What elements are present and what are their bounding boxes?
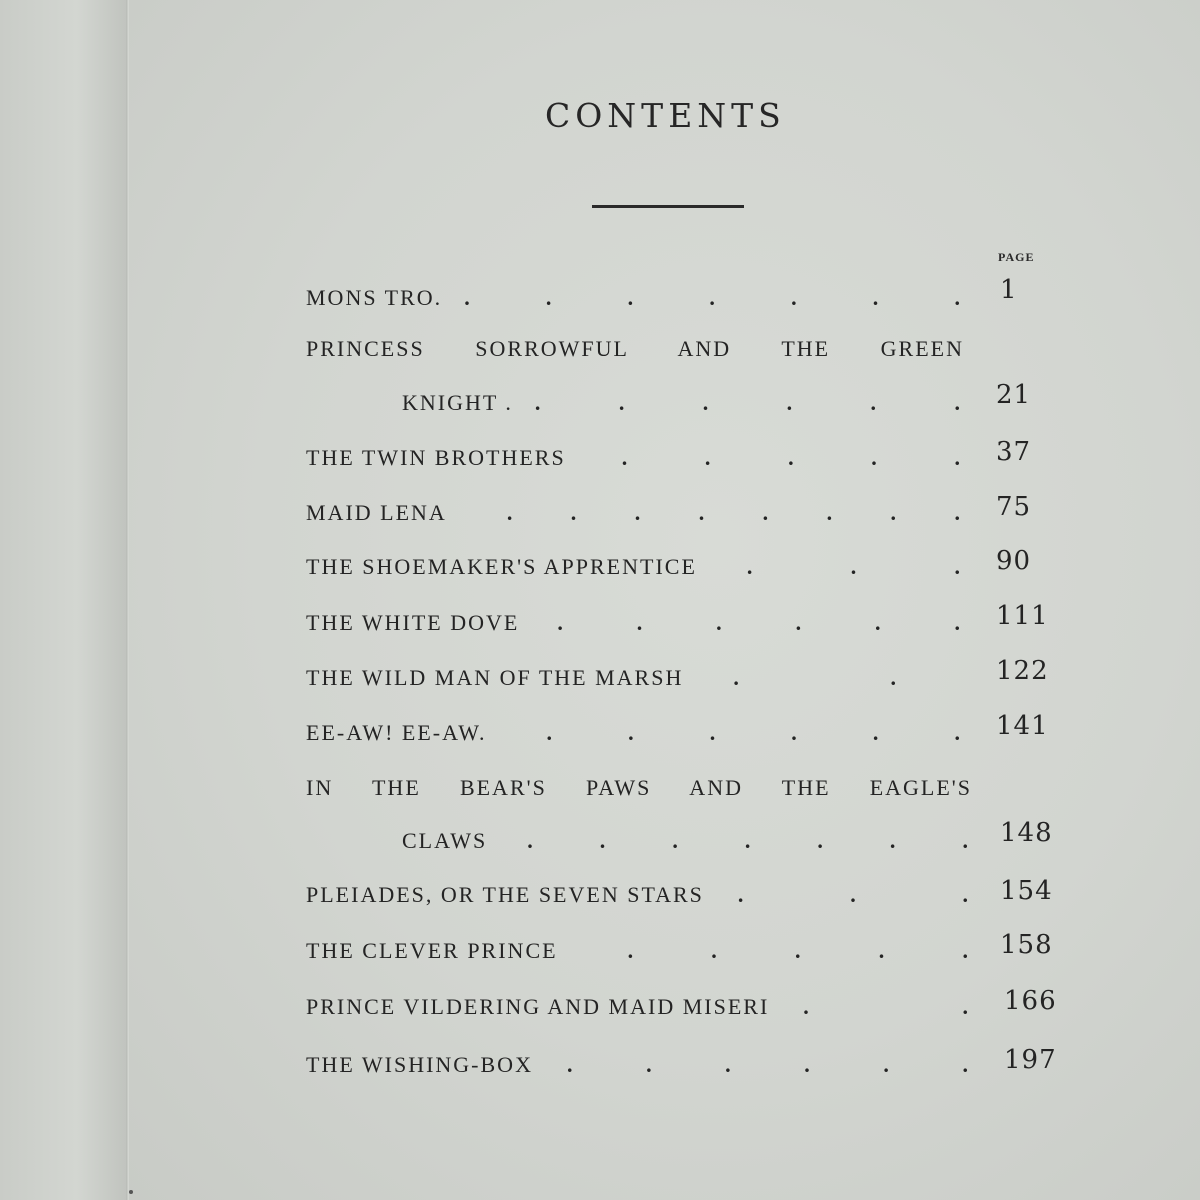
toc-entry-title: CLAWS (402, 828, 488, 853)
toc-entry-page: 21 (996, 380, 1032, 410)
toc-entry-title: THE WISHING-BOX (306, 1052, 533, 1077)
toc-entry-title: PLEIADES, OR THE SEVEN STARS (306, 882, 704, 907)
toc-entry (306, 500, 970, 526)
dot-leaders: . . (803, 994, 968, 1019)
toc-entry (306, 285, 970, 311)
toc-entry (306, 775, 972, 801)
toc-entry (402, 390, 970, 416)
toc-entry-page: 197 (1004, 1045, 1057, 1075)
toc-entry (306, 720, 970, 746)
toc-entry (306, 994, 978, 1020)
toc-entry-page: 37 (996, 437, 1032, 467)
toc-entry (306, 665, 906, 691)
toc-entry-title: KNIGHT . (402, 390, 513, 415)
toc-entry (306, 938, 978, 964)
toc-entry-page: 154 (1000, 876, 1053, 906)
dot-leaders: . . . . . . (546, 720, 960, 745)
book-gutter (0, 0, 128, 1200)
dot-leaders: . . . . . . . . (506, 500, 960, 525)
toc-entry-title: THE WILD MAN OF THE MARSH (306, 665, 684, 690)
toc-entry (306, 882, 978, 908)
toc-entry-page: 166 (1004, 986, 1057, 1016)
toc-entry (306, 1052, 978, 1078)
dot-leaders: . . . . . . . (527, 828, 968, 853)
toc-entry-page: 122 (996, 656, 1049, 686)
toc-entry-page: 111 (996, 601, 1049, 631)
toc-entry-title: THE CLEVER PRINCE (306, 938, 558, 963)
toc-entry-title: THE WHITE DOVE (306, 610, 520, 635)
toc-entry (306, 445, 970, 471)
dot-leaders: . . . . . . (557, 610, 960, 635)
decorative-rule (592, 205, 744, 208)
toc-entry-title: MONS TRO. (306, 285, 443, 310)
dot-leaders: . . . (746, 554, 960, 579)
dot-leaders: . . (733, 665, 896, 690)
paper-speck (129, 1190, 133, 1194)
dot-leaders: . . . . . (621, 445, 960, 470)
toc-entry (306, 554, 970, 580)
toc-entry-page: 158 (1000, 930, 1053, 960)
dot-leaders: . . . (737, 882, 968, 907)
toc-entry-page: 90 (996, 546, 1032, 576)
dot-leaders: . . . . . . (566, 1052, 968, 1077)
book-page (129, 0, 1200, 1200)
page-title: CONTENTS (545, 96, 786, 135)
toc-entry (402, 828, 978, 854)
toc-entry-title: PRINCESS SORROWFUL AND THE GREEN (306, 336, 964, 361)
toc-entry (306, 336, 964, 362)
page-column-label: PAGE (998, 250, 1035, 264)
toc-entry-title: THE TWIN BROTHERS (306, 445, 566, 470)
dot-leaders: . . . . . . (534, 390, 960, 415)
dot-leaders: . . . . . . . (464, 285, 960, 310)
toc-entry-title: PRINCE VILDERING AND MAID MISERI (306, 994, 770, 1019)
toc-entry (306, 610, 970, 636)
toc-entry-title: EE-AW! EE-AW. (306, 720, 487, 745)
toc-entry-page: 1 (1000, 275, 1018, 305)
toc-entry-title: MAID LENA (306, 500, 447, 525)
toc-entry-page: 75 (996, 492, 1032, 522)
toc-entry-title: IN THE BEAR'S PAWS AND THE EAGLE'S (306, 775, 972, 800)
toc-entry-title: THE SHOEMAKER'S APPRENTICE (306, 554, 697, 579)
dot-leaders: . . . . . (627, 938, 968, 963)
toc-entry-page: 141 (996, 711, 1049, 741)
toc-entry-page: 148 (1000, 818, 1053, 848)
